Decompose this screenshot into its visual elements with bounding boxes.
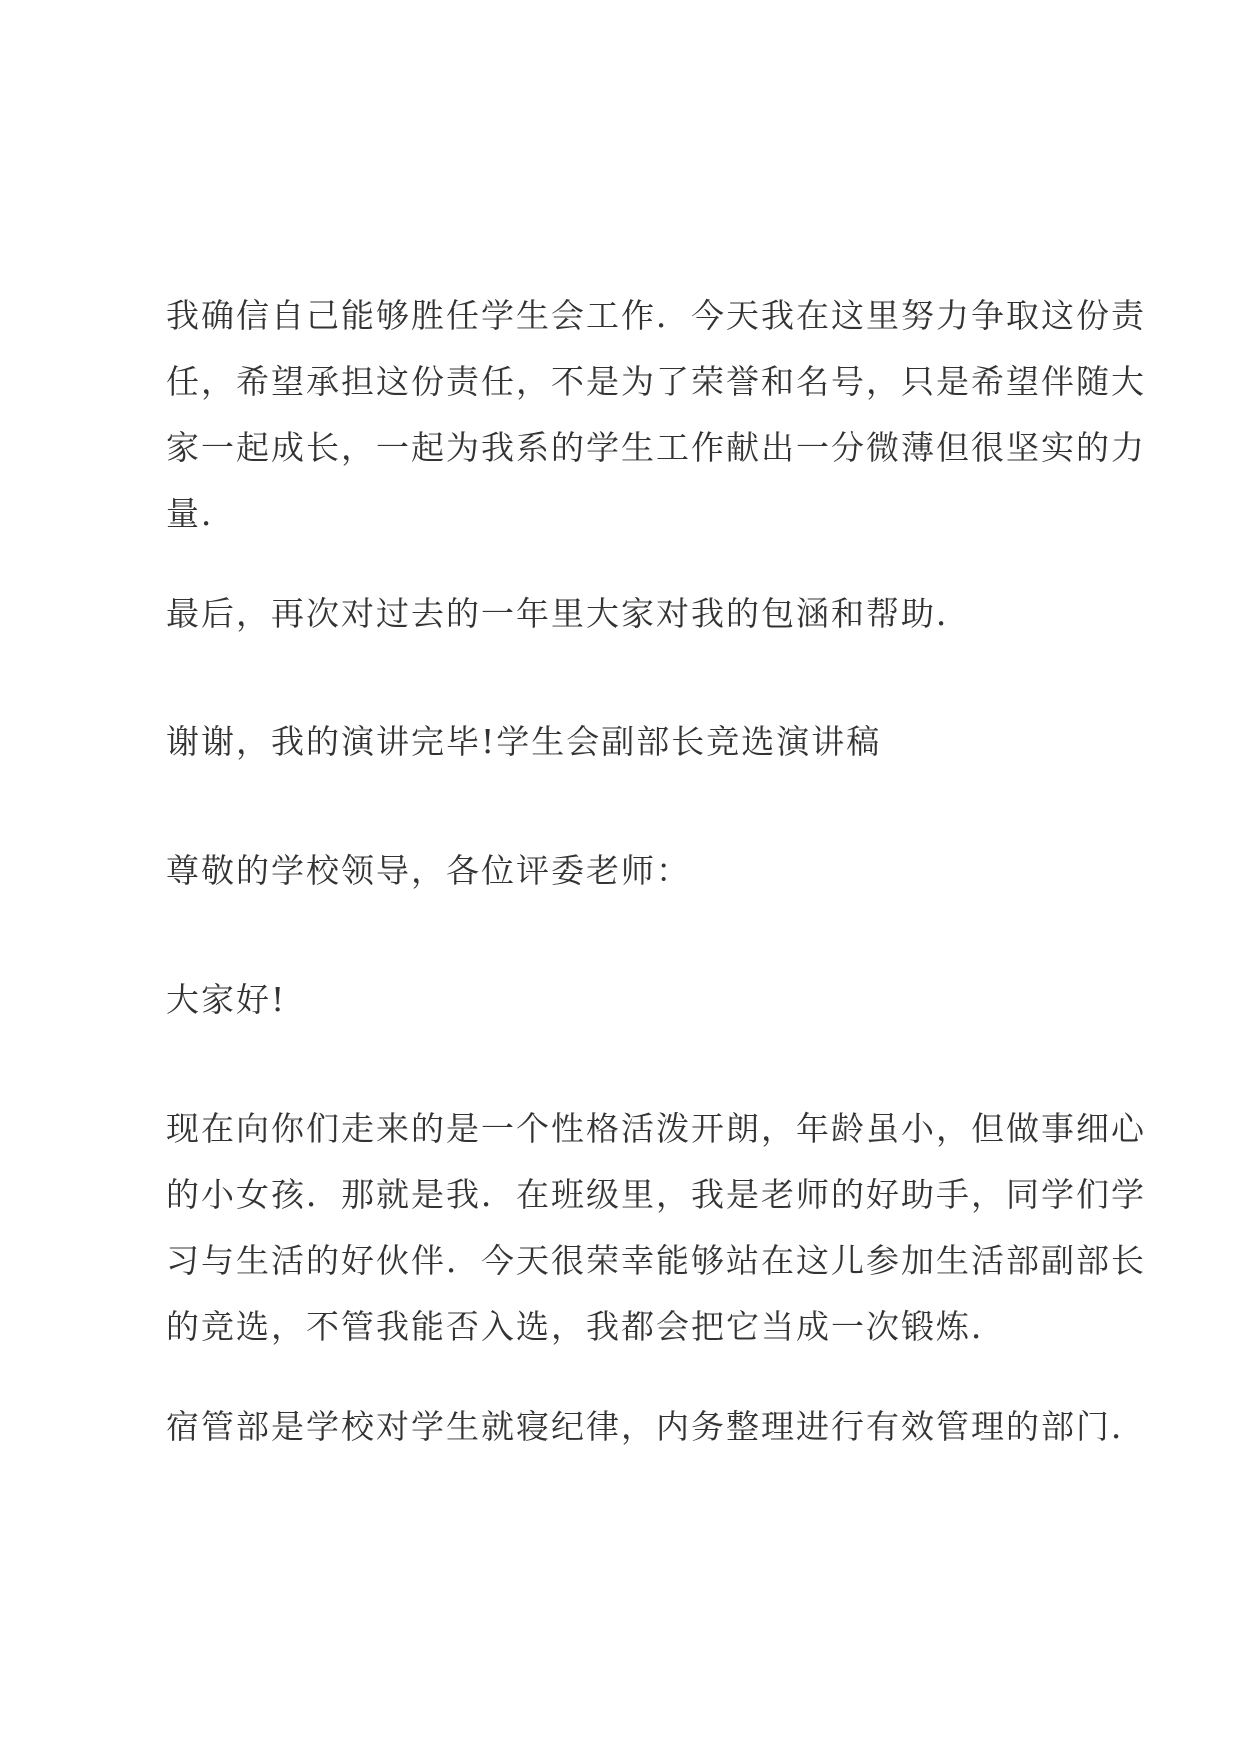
text-line: 谢谢，我的演讲完毕!学生会副部长竞选演讲稿 bbox=[166, 722, 882, 761]
text-line: 大家好! bbox=[166, 980, 287, 1019]
paragraph-introduction bbox=[166, 1096, 1146, 1360]
paragraph-dormitory bbox=[166, 1394, 1146, 1460]
text-line: 宿管部是学校对学生就寝纪律，内务整理进行有效管理的部门． bbox=[166, 1407, 1146, 1446]
text-line: 家一起成长，一起为我系的学生工作献出一分微薄但很坚实的力 bbox=[166, 428, 1146, 467]
text-line: 尊敬的学校领导，各位评委老师： bbox=[166, 851, 691, 890]
text-line: 现在向你们走来的是一个性格活泼开朗，年龄虽小，但做事细心 bbox=[166, 1109, 1146, 1148]
text-line: 的竞选，不管我能否入选，我都会把它当成一次锻炼． bbox=[166, 1307, 1006, 1346]
paragraph-salutation bbox=[166, 838, 1086, 904]
paragraph-finally bbox=[166, 581, 1086, 647]
text-line: 量． bbox=[166, 494, 236, 533]
text-line: 我确信自己能够胜任学生会工作．今天我在这里努力争取这份责 bbox=[166, 296, 1146, 335]
text-line: 习与生活的好伙伴．今天很荣幸能够站在这儿参加生活部副部长 bbox=[166, 1241, 1146, 1280]
paragraph-confidence bbox=[166, 283, 1146, 547]
paragraph-greeting bbox=[166, 967, 1086, 1033]
text-line: 任，希望承担这份责任，不是为了荣誉和名号，只是希望伴随大 bbox=[166, 362, 1146, 401]
paragraph-thanks bbox=[166, 709, 1086, 775]
text-line: 最后，再次对过去的一年里大家对我的包涵和帮助． bbox=[166, 594, 971, 633]
text-line: 的小女孩．那就是我．在班级里，我是老师的好助手，同学们学 bbox=[166, 1175, 1146, 1214]
